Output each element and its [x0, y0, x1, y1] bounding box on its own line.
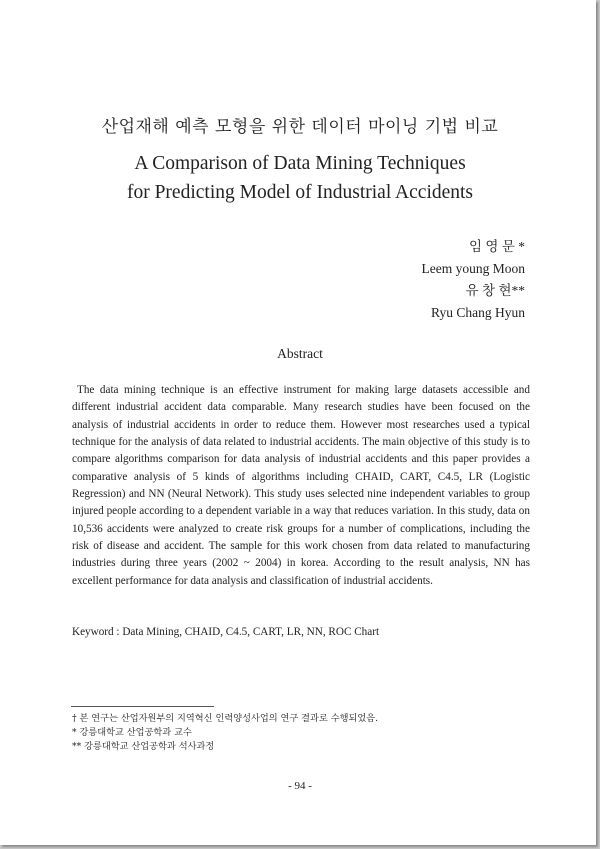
author-2-english-name: Ryu Chang Hyun	[431, 305, 525, 320]
footnote-funding: † 본 연구는 산업자원부의 지역혁신 인력양성사업의 연구 결과로 수행되었음.	[72, 713, 379, 724]
author-block	[422, 236, 526, 324]
page-number: - 94 -	[288, 780, 312, 792]
abstract-body: The data mining technique is an effective instrument for making large datasets accessible and different industrial accident data comparable. Many research studies have been focused on the analysis of industrial accidents in order to reduce them. However most researches used a typical technique for the analysis of data related to industrial accidents. The main objective of this study is to compare algorithms comparison for data analysis of industrial accidents and this paper provides a comparative analysis of 5 kinds of algorithms including CHAID, CART, C4.5, LR (Logistic Regression) and NN (Neural Network). This study uses selected nine independent variables to group injured people according to a dependent variable in a way that reduces variation. In this study, data on 10,536 accidents were analyzed to create risk groups for a number of complications, including the risk of disease and accident. The sample for this work chosen from data related to manufacturing industries during three years (2002 ~ 2004) in korea. According to the result analysis, NN has excellent performance for data analysis and classification of industrial accidents.	[72, 384, 530, 587]
english-title-line-1: A Comparison of Data Mining Techniques	[134, 153, 466, 174]
abstract-heading: Abstract	[277, 346, 323, 361]
footnote-author-1: * 강릉대학교 산업공학과 교수	[72, 727, 192, 738]
english-title-line-2: for Predicting Model of Industrial Accidents	[126, 182, 474, 203]
footnotes	[72, 712, 378, 754]
footnote-author-2: ** 강릉대학교 산업공학과 석사과정	[72, 741, 215, 752]
english-title	[0, 149, 600, 207]
footnote-divider	[71, 706, 214, 707]
korean-title: 산업재해 예측 모형을 위한 데이터 마이닝 기법 비교	[101, 117, 499, 137]
author-1-english-name: Leem young Moon	[421, 261, 525, 276]
author-2-korean-name: 유 창 현**	[465, 283, 525, 298]
author-1-korean-name: 임 영 문 *	[469, 239, 525, 254]
keywords-line: Keyword : Data Mining, CHAID, C4.5, CART, LR, NN, ROC Chart	[72, 626, 380, 638]
